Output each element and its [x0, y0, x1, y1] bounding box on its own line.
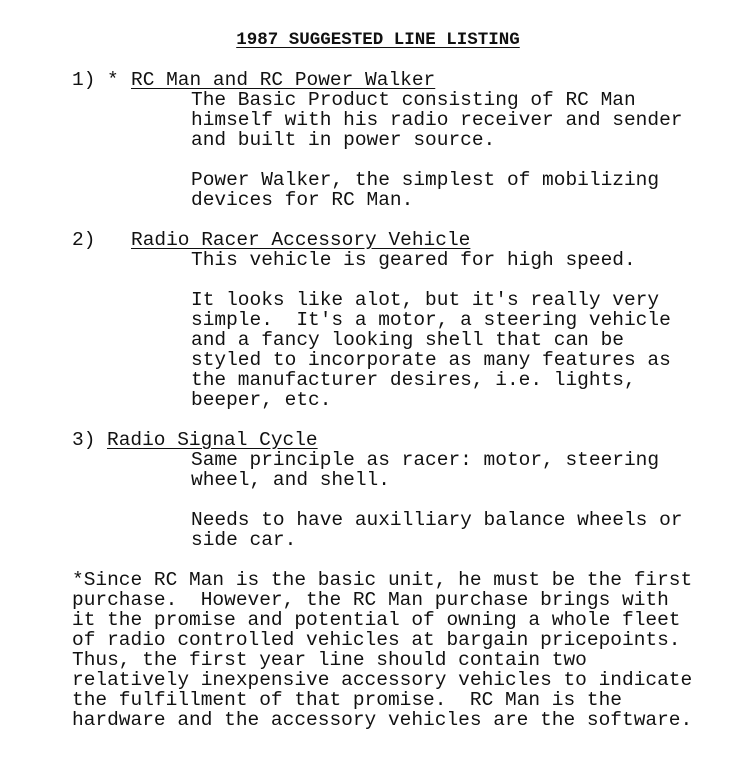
item-2-text-line: styled to incorporate as many features as	[191, 349, 671, 371]
item-1-text-line: himself with his radio receiver and sender	[191, 109, 683, 131]
item-1-text-line: The Basic Product consisting of RC Man	[191, 89, 636, 111]
item-3-heading: Radio Signal Cycle	[107, 429, 318, 451]
footnote-line: hardware and the accessory vehicles are the software.	[72, 709, 693, 731]
document-title	[0, 30, 756, 50]
footnote-line: relatively inexpensive accessory vehicles to indicate	[72, 669, 693, 691]
item-3-text-line: Same principle as racer: motor, steering	[191, 449, 660, 471]
item-2-text-line: simple. It's a motor, a steering vehicle	[191, 309, 671, 331]
footnote-line: *Since RC Man is the basic unit, he must be the first	[72, 569, 693, 591]
item-3-number: 3)	[72, 429, 96, 451]
item-1-marker: *	[107, 69, 119, 91]
item-1-number: 1)	[72, 69, 96, 91]
item-1-text-line: Power Walker, the simplest of mobilizing	[191, 169, 660, 191]
item-2-text-line: the manufacturer desires, i.e. lights,	[191, 369, 636, 391]
document-title-text: 1987 SUGGESTED LINE LISTING	[236, 30, 520, 50]
item-2-text-line: It looks like alot, but it's really very	[191, 289, 660, 311]
item-2-heading: Radio Racer Accessory Vehicle	[131, 229, 471, 251]
item-2-text-line: beeper, etc.	[191, 389, 332, 411]
footnote-line: of radio controlled vehicles at bargain pricepoints.	[72, 629, 681, 651]
item-2-number: 2)	[72, 229, 96, 251]
footnote-line: Thus, the first year line should contain two	[72, 649, 587, 671]
footnote-line: the fulfillment of that promise. RC Man is the	[72, 689, 622, 711]
footnote-line: purchase. However, the RC Man purchase brings with	[72, 589, 669, 611]
item-2-text-line: and a fancy looking shell that can be	[191, 329, 624, 351]
item-1-text-line: devices for RC Man.	[191, 189, 414, 211]
footnote-line: it the promise and potential of owning a whole fleet	[72, 609, 681, 631]
item-3-text-line: side car.	[191, 529, 297, 551]
item-3-text-line: wheel, and shell.	[191, 469, 390, 491]
item-1-heading: RC Man and RC Power Walker	[131, 69, 436, 91]
item-3-text-line: Needs to have auxilliary balance wheels or	[191, 509, 683, 531]
item-2-text-line: This vehicle is geared for high speed.	[191, 249, 636, 271]
item-1-text-line: and built in power source.	[191, 129, 496, 151]
